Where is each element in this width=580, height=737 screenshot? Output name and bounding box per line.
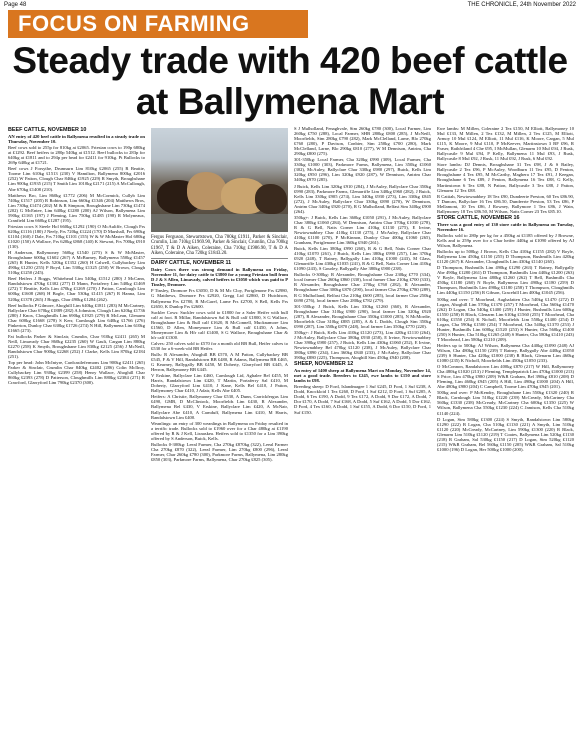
report-paragraph: J Buick, Kells Lim 320kg £910 (284), J McAuley, Ballyclare Char 350kg £990 (283), Parkmore Farms, Glenarriffe Lim 340kg £960 (282), J Buick, Kells Lim 330kg £905 (274), Lim 340kg £930 (273), Lim 330kg £845 (272), J McAuley, Ballyclare Char 330kg £890 (270), W Dennison, Antrim Char 340kg £920 (270), R G Mulholland, Belfast Sim 340kg £900 (264).: [294, 183, 431, 214]
report-paragraph: Beef cows J Forsythe, Drumsurn Lim 810kg £2065 (255) R Beattie, Toome Lim 610kg £1513 (230) V Hamilton, Ballymena 800kg £2016 (252) W Patton, Clough Char 846kg £1925 (229) R Smyth, Broughshane Lim 900kg £1935 (215) T Smith Lim 1010kg £2171 (215) A McCullough, Abe 670kg £1408 (210).: [8, 166, 145, 192]
report-paragraph: 301-350kg: Local Farmer, Cha 320kg £990 (309), Local Farmer, Cha 330kg £1000 (303), Parkmore Farms, Ballymena, Lim 350kg £1060 (302), McAuley, Ballyclare Char 330kg £980 (297), Buick, Kells Lim 320kg £950 (296), Lim 320kg £920 (287), W Dennison, Antrim Char 340kg £970 (285).: [294, 157, 431, 183]
publication-line: THE CHRONICLE, 24th November 2022: [467, 2, 576, 8]
report-paragraph: Top per head: John McIntyre, Cardcastlefermons Lim 900kg £2411 (265) Parker & Sinclair, Crumlin Char 840kg £2402 (286) Colin McIlroy, Cullybackey Lim 930kg £2399 (258) Henry Wallace, Ahoghill Char 860kg £2393 (278) D Patterson, Cloughmills Lim 880kg £2384 (271) R Crawford, Glarryford Lim 790kg £2370 (300).: [8, 360, 145, 386]
report-paragraph: D Logan, Sim 580kg £1300 (224) S Smyth, Randalstown Lim 580kg £1290 (222) B Logan, Cha 510kg £1130 (221) A Smyth, Lim 510kg £1120 (220) McCready, McCartney, Lim 590kg £1300 (220) R Black, Glenarm Lim 510kg £1120 (219) T Coates, Ballymena Lim 520kg £1130 (218) R Graham, Sal 530kg £1150 (217) D Logan, Sim 520kg £1120 (215) W&R Graham, Bel 560kg £1150 (205) W&R Graham, Sal 510kg £1000 (196) D Logan, Her 500kg £1000 (200).: [437, 416, 574, 452]
report-paragraph: Beef cows sold to 255p for 810kg at £2065. Friesian cows to 190p 680kg at £1292. Beef heifers to 280p 540kg at £1512. Beef bullocks to 283p for 640kg at £1811 and to 294p per head for £2411 for 910kg. Pt Bullocks to 269p 640kg at £1721.: [8, 145, 145, 166]
section-heading: DAIRY CATTLE, NOVEMBER 11: [151, 260, 232, 267]
intro-paragraph: There was a good entry of 130 store cattle in Ballymena on Tuesday, November 16.: [437, 221, 574, 232]
report-paragraph: Bulls: R Alexander, Ahoghill BB £570, A M Patton, Cullybackey BB £545, F & V Hill, Randalstown BB £480, R Adams, Ballymena BB £465, G Kearney, Ballygally BB £450, M Doherty, Glarryford BB £445, A Herron, Ballymoney BB £445.: [151, 351, 288, 373]
report-paragraph: Matthews Bro, Lim 860kg £1772 (206) M McCormick, Cullyb Lim 740kg £1517 (205) R Robinson, Lim 660kg £1346 (204) Matthews Bros, Lim 730kg £1474 (202) M & R Simpson, Broughshane Lim 730kg £1474 (202) G McEntee, Lim 640kg £1280 (200) AJ Wilson, Ballymena Lim 590kg £1165 (197) J Fleming, Lim 750kg £1485 (198) R Molyneaux, Cranfield Lim 660kg £1287 (195).: [8, 192, 145, 223]
report-paragraph: O McConnon, Randalstown Lim 400kg £870 (217) W Hill, Ballymoney Cha 480kg £1020 (213) J Fleming, Templepatrick Lim 470kg £1000 (213) S Price, Lim 470kg £980 (209) W&R Graham, Bel 390kg £810 (208) D Fleming, Lim 460kg £945 (205) A Hill, Lim 490kg £1000 (204) A Hill, Abe 480kg £980 (204) C Campbell, Toome Lim 470kg £945 (201).: [437, 364, 574, 390]
report-paragraph: Heifers up to 500kg: AJ Wilson, Ballymena Cha 440kg £1090 (248) AJ Wilson, Cha 480kg £1150 (239) T Rainey, Ballygally Abe 440kg £1050 (239) S Hunter, Cha 420kg £1000 (238) R Black, Glenarm Lim 460kg £1080 (235) K Nicholl, Moorfields Lim 450kg £1050 (233).: [437, 342, 574, 364]
report-paragraph: S J Mulholland, Fenaghvale, Sim 260kg £780 (300), Local Farmer, Lim 260kg £750 (288), Local Farmer, SHB 280kg £800 (285), J McNeill, Moorfields, Sim 280kg £790 (282), Mark McClelland, Larne, Blo 270kg £760 (280), P Davison, Conbier, Sim 250kg £700 (280), Mark McClelland, Larne, Blo 290kg £810 (277), W M Dennison, Antrim, Cha 290kg £800 (275).: [294, 126, 431, 157]
report-paragraph: R Cattiah, Newtownabbey 18 Tex £90, Dundeerie Preston, 60 Tex £86.90, T Duncan, Ballyclare 16 Tex £86.50, Dundeerie Preston, 53 Tex £86, P Mellamont, 10 Tex £86, J Rowney, Ballymore 1 Tex £86, J Wain, Ballymoney 18 Tex £86.50, M Wilson, Natts Corner 23 Tex £85.10.: [437, 193, 574, 214]
report-paragraph: Beef bullocks P Gilmore, Ahoghill Lim 640kg £1811 (283) M McCartney, Ballyclare Char 670kg £1889 (282) A Johnston, Clough Lim 620kg £1736 (280) J Knox, Cloughmills Lim 690kg £1925 (279) R McLean, Glenarm Char 600kg £1668 (278) S Kerr, Carnlough Lim 640kg £1766 (276) Pinkerton, Dunloy Char 630kg £1726 (274) N Hill, Ballymena Lim 610kg £1665 (273).: [8, 302, 145, 333]
report-paragraph: Bullocks 0-300kg: R Alexander, Broughshane Char 230kg £770 (334), local farmer Char 260kg £860 (330), local farmer Char 210kg £700 (333), R Alexander, Broughshane Char 270kg £760 (282), R Alexander, Broughshane Char 300kg £870 (290), local farmer Cha 270kg £780 (289), R G Mulholland, Belfast Cha 210kg £600 (285), local farmer Char 250kg £690 (276), local farmer Char 280kg £782 (279).: [294, 272, 431, 303]
report-paragraph: Fat bullocks Parker & Sinclair, Crumlin, Char 910kg £2411 (265) M Neill, Limavady Char 860kg £2235 (260) W Gault, Cargan Lim 880kg £2270 (258) K Smyth, Broughshane Lim 830kg £2125 (256) J McNeill, Randalstown Char 900kg £2268 (252) J Clarke, Kells Lim 870kg £2184 (251).: [8, 333, 145, 360]
report-paragraph: Suckler Cows: Suckler cows sold to £1800 for a Saler Heifer with bull calf at foot. R Millar, Randalstown Sal & Bull calf £1800, S G Wallace, Broughshane Lim & Bull calf £1620, R McConnell, Mucknamore Lim £1560, D Allen, Moneymore Lim & Bull calf £1450, A Johns, Moneymore Lim & Hfr calf £1400, S G Wallace, Broughshane Char & hfr calf £1300.: [151, 309, 288, 340]
column-3: [294, 126, 431, 734]
section-heading: BEEF CATTLE, NOVEMBER 10: [8, 127, 87, 133]
main-headline: Steady trade with 420 beef cattle at Ballymena Mart: [12, 40, 568, 122]
page-number: Page 48: [4, 2, 27, 8]
page-header: [4, 0, 576, 10]
report-paragraph: D Thompson, Bushmills Lim 490kg £1290 (263) T Rainey, Ballygally Abe 490kg £1280 (261) D Thompson, Bushmills Lim 440kg £1200 (263) V Boyle, Ballymena Lim 480kg £1260 (262) T Bell, Bushmills Cha 450kg £1180 (260) N Boyle, Ballymena Lim 490kg £1180 (259) D Thompson, Bushmills Lim 490kg £1180 (258) T Thompson, Cloughmills Lim 440kg £1150 (256) R Gibson, Gracehill Lim 400kg £1045 (256).: [437, 265, 574, 296]
intro-paragraph: An entry of 1400 sheep at Ballymena Mart on Monday, November 14, met a good trade. Breeders to £245, ewe lambs to £150 and store lambs to £98.: [294, 368, 431, 384]
column-1: [8, 126, 145, 734]
report-paragraph: Bullocks 0-300kg: Leeal Farmer, Cha 270kg £870kg (322), Leeal Farmer Cha 270kg £870 (322), Leeal Farmer, Lim 270kg £800 (296), Leeal Farmer, Char 260kg £780 (300), Parkmore Farms, Ballymena, Lim 280kg £850 (303), Parkmore Farms, Ballymena, Char 270kg £825 (305).: [151, 441, 288, 462]
cattle-photo: [151, 128, 288, 232]
section-heading: SHEEP, NOVEMBER 12: [294, 361, 354, 368]
article-body: [8, 126, 574, 734]
report-paragraph: Store lambs: DJ Dennis, Broughshane 31 Tex £98, J & S Bailey, Ballycastle 2 Tex £96, P McAuley, Woodburn 11 Tex £95, D Fenton, Broughshane 4 Tex £95, M McCarthy, Maghera 17 Tex £91, J Keegan, Broughshane 6 Tex £89, J Fenton, Ballymena 16 Tex £88, G Kelly, Martinstown 6 Tex £88, N Patton, Ballycastle 3 Tex £88, J Patton, Glenarm 12 Tex £88.: [437, 162, 574, 193]
report-paragraph: 500kg and over: T Moorhead, Aughafatten Cha 540kg £1470 (272) D Logan, Ahoghill Lim 570kg £1370 (257) T Moorhead, Cha 560kg £1470 (262) D Logan, Cha 540kg £1400 (259) J Hunter, Bushmills Lim 600kg £1550 (258) R Black, Glenarm Lim 610kg £1560 (255) T Moorhead, Cha 610kg £1550 (254) K Nicholl, Moorfields Lim 550kg £1400 (254) D Logan, Cha 590kg £1500 (254) T Moorhead, Cha 540kg £1370 (253) J Hunter, Bushmills Lim 600kg £1520 (253) S Hunter, Cha 560kg £1400 (250) S Hunter, Cha 510kg £1265 (248) S Hunter, Cha 580kg £1410 (243) T Moorhead, Lim 580kg £1210 (209).: [437, 296, 574, 342]
intro-paragraph: AN entry of 420 beef cattle in Ballymena resulted in a steady trade on Thursday, November 10.: [8, 134, 145, 145]
column-2: [151, 126, 288, 734]
report-paragraph: P Tinsley, Dromore Frs £3050, D & M Mc Cloy, Portglenone Frs £2980, G Matthews, Dromore Frs £2920, Gregg Ltd £2860, D Hutchison, Ballymena Frs £2780, R McGarel, Larne Frs £2700, S Bell, Kells Frs £2650, K Dunlop Frs £2600.: [151, 288, 288, 309]
report-paragraph: Ewe lambs: M Millen, Coleraine 2 Tex £150, M Elliott, Ballymoney 10 Mul £133, M Millen, 2 Tex £132, M Millen, 2 Tex £125, M Elliott, Armoy 10 Mul £124, M Elliott, 11 Mul £116, K Moore, Cargan, 5 Mul £115, K Moore, 9 Mul £110, P McKeever, Martinstown 3 BF £96, R Fraser, Rathfriland 4 Che £95, I McMullan, Glenarm 10 Mul £94, J Rusk, Ballycastle 9 Mul £94, P Kelly, Ballymena 11 Mul £93, J Rusk, Ballycastle 8 Mul £92, J Rusk, 11 Mul £92, J Rusk, 6 Mul £92.: [437, 126, 574, 162]
intro-paragraph: Dairy Cows there was strong demand in Ballymena on Friday, November 11, for dairy cattle to £3800 for a young Friesian bull from D J & S Allen, Limavady, calved heifers to £3050 which was paid to P Tinsley, Dromore.: [151, 267, 288, 288]
report-paragraph: H Anderson, Ballymoney 560kg £1540 (275) S & W McMaster, Broughshane 600kg £1602 (267) A McBurney, Ballymena 550kg £1457 (265) R Hunter, Kells 520kg £1352 (260) H Calwell, Cullybackey Lim 490kg £1250 (255) P Boyd, Lim 530kg £1325 (250) W Brown, Clough 510kg £1250 (245).: [8, 250, 145, 276]
report-paragraph: 350kg+: J Buick, Kells Lim 360kg £1050 (291), J McAuley, Ballyclare Char 380kg £1060 (284), W Dennison, Antrim Char 370kg £1030 (278), R & G Bell, Natts Corner Lim 410kg £1130 (275), E Irvine, Newtownabbey Char 410kg £1130 (275), J McAuley, Ballyclare Char 410kg £1100 (270), P McKinnon, Dunloy Char 400kg £1060 (265), Granham, Portglenone Lim 360kg £940 (261).: [294, 214, 431, 246]
report-paragraph: Bullocks sold to 280p per kg for a 450kg at £1185 offered by J Browne, Kells and to 259p over for a Char heifer 440kg at £1090 offered by AJ Wilson, Ballymena.: [437, 232, 574, 249]
photo-caption: Fergus Ferguson, Stewartstown, Cha 780kg £1911, Parker & Sinclair, Crumlin, Lim 710kg £1969.90, Parker & Sinclair, Crumlin, Cha 700kg £1967, T & D A Aiken, Coleraine, Cha 710kg £1986.90, T & D A Aiken, Coleraine, Cha 720kg £1843.20.: [151, 235, 288, 256]
column-4: [437, 126, 574, 734]
report-paragraph: 500kg and over: P McKendry, Broughshane Lim 550kg £1320 (240) R Black, Carnlough Lim 510kg £1220 (239) McCready, McCartney Cha 560kg £1330 (238) McCready, McCartney Cha 600kg £1350 (225) W Wilson, Ballymena Cha 550kg £1230 (224) C Jamison, Kells Cha 510kg £1140 (224).: [437, 390, 574, 416]
report-paragraph: Breeding sheep: D Ford, Islandmagee 1 Suf £245, D Ford, 1 Suf £238, A Dodd, Knockloid 1 Tex £260, D Ford, 1 Suf £212, D Ford, 1 Suf £205, A Dodd, 6 Tex £190, A Dodd, 9 Tex £172, A Dodd, 9 Dor £172, A Dodd, 7 Dor £170, A Dodd, 7 Suf £168, A Dodd, 5 Suf £162, A Dodd, 5 Dor £162, D Ford, 4 Tex £160, A Dodd, 1 Suf £155, A Dodd, 6 Dor £150, D Ford, 1 Suf £150.: [294, 384, 431, 415]
report-paragraph: Bullocks up to 500kg: J Brown, Kells Cha 410kg £1155 (282) V Boyle, Ballymena Lim 450kg £1150 (255) D Thompson, Bushmills Lim 420kg £1120 (267) K Alexander, Cloughmills Lim 430kg £1140 (265).: [437, 249, 574, 265]
report-paragraph: Weanlings: an entry of 300 weanlings in Ballymena on Friday resulted in a terrific trade. Bullocks sold to £1960 over for a Char 480kg at £1190 offered by R & J Kell, Lisnaskea. Heifers sold to £1350 for a Lim 390kg offered by S Anderson, Buick, Kells.: [151, 420, 288, 441]
report-paragraph: Heifers: A Christie, Ballymoney Char £530, A Dunn, Carrickfergus Lim £490, GMB, D McClintock, Moorfields Lim £430, R Alexander, Ballymena Bel £430, V Erskine, Ballyclare Lim £420, A McNair, Ballyclare Abe £410, A Carnduff, Ballymena Lim £410, M Harris, Randalstown Lim £400.: [151, 394, 288, 420]
report-paragraph: Buick, Kells Lim 380kg £990 (260), R & G Bell, Natts Corner Char 410kg £1070 (261), J Buick, Kells Lim 380kg £990 (257), Lim 370kg £920 (248), T Rainey, Ballygally Lim 410kg £1000 (243), M Glass, Glenarriffe Lim 430kg £1035 (241), R & G Bell, Natts Corner Lim 410kg £1090 (243), S Gourley, Ballygally Abe 380kg £900 (238).: [294, 246, 431, 272]
report-paragraph: Beef Heifers J Boggs, Whitehead Lim 540kg £1512 (280) J McCann, Randalstown 470kg £1302 (277) D Mann, Portaferry Lim 540kg £1469 (272) T Beattie, Kells Lim 470kg £1269 (270) J Patton, Carnlough Lim 600kg £1608 (268) H Bogle, Char 530kg £1415 (267) R Hanna, Lim 520kg £1378 (265) J Boggs, Char 490kg £1284 (262).: [8, 276, 145, 302]
report-paragraph: V Erskine, Ballyclare Lim £460, Carnlough Ltd, Aghalee Bel £455, M Harris, Randalstown Lim £420, T Martin, Portaferry Sal £410, M Doherty, Glarryford Lim £410, J Kane, Kells Bel £410, J Patton, Ballymoney Char £410, J Adair, Kells Abe £405.: [151, 373, 288, 394]
section-heading: STORE CATTLE, NOVEMBER 16: [437, 214, 520, 221]
report-paragraph: 301-350kg: J Buick, Kells Lim 330kg £1260 (360), R Alexander, Broughshane Char 310kg £900 (290), local farmer Lim 320kg £920 (287), R Alexander, Broughshane Char 350kg £1000 (285), N McMordie, Moorfields Char 310kg £885 (285), A & L Dodds, Clough Sim 350kg £990 (287), Lim 350kg £870 (248), local farmer Lim 350kg £770 (220).: [294, 303, 431, 329]
section-banner: FOCUS ON FARMING: [8, 10, 308, 38]
report-paragraph: 350kg+: J Buick, Kells Lim 410kg £1120 (273), Lim 420kg £1110 (264), J McAuley, Ballyclare Char 380kg £930 (258), E Irvine, Newtownabbey Char 390kg £980 (257), J Buick, Kells Lim 430kg £1060 (252), E Irvine, Newtownabbey Bel 470kg £1120 (238), J McAuley, Ballyclare Char 380kg £890 (234), Lim 360kg £840 (233), J McAuley, Ballyclare Char 390kg £880 (225), Thompson, Ahoghill Sim 450kg £940 (208).: [294, 329, 431, 361]
divider: [151, 258, 288, 259]
report-paragraph: Friesian cows S Steele Hol 660kg £1292 (190) O McAuliffe, Clough Frs 620kg £1116 (180) J Neely, Frs 720kg £1224 (170) D Marshall, Frs 690kg £1104 (160) J Dale, Frs 710kg £1101 (155) W & W McMaster Hol 680kg £1020 (150) A Wallace, Frs 620kg £868 (140) K Stewart, Frs 700kg £910 (130).: [8, 223, 145, 250]
report-paragraph: Calves: 250 calves sold to £570 for a month old BB Bull, Heifer calves to £530 for a 6-week-old BB Heifer.: [151, 340, 288, 351]
